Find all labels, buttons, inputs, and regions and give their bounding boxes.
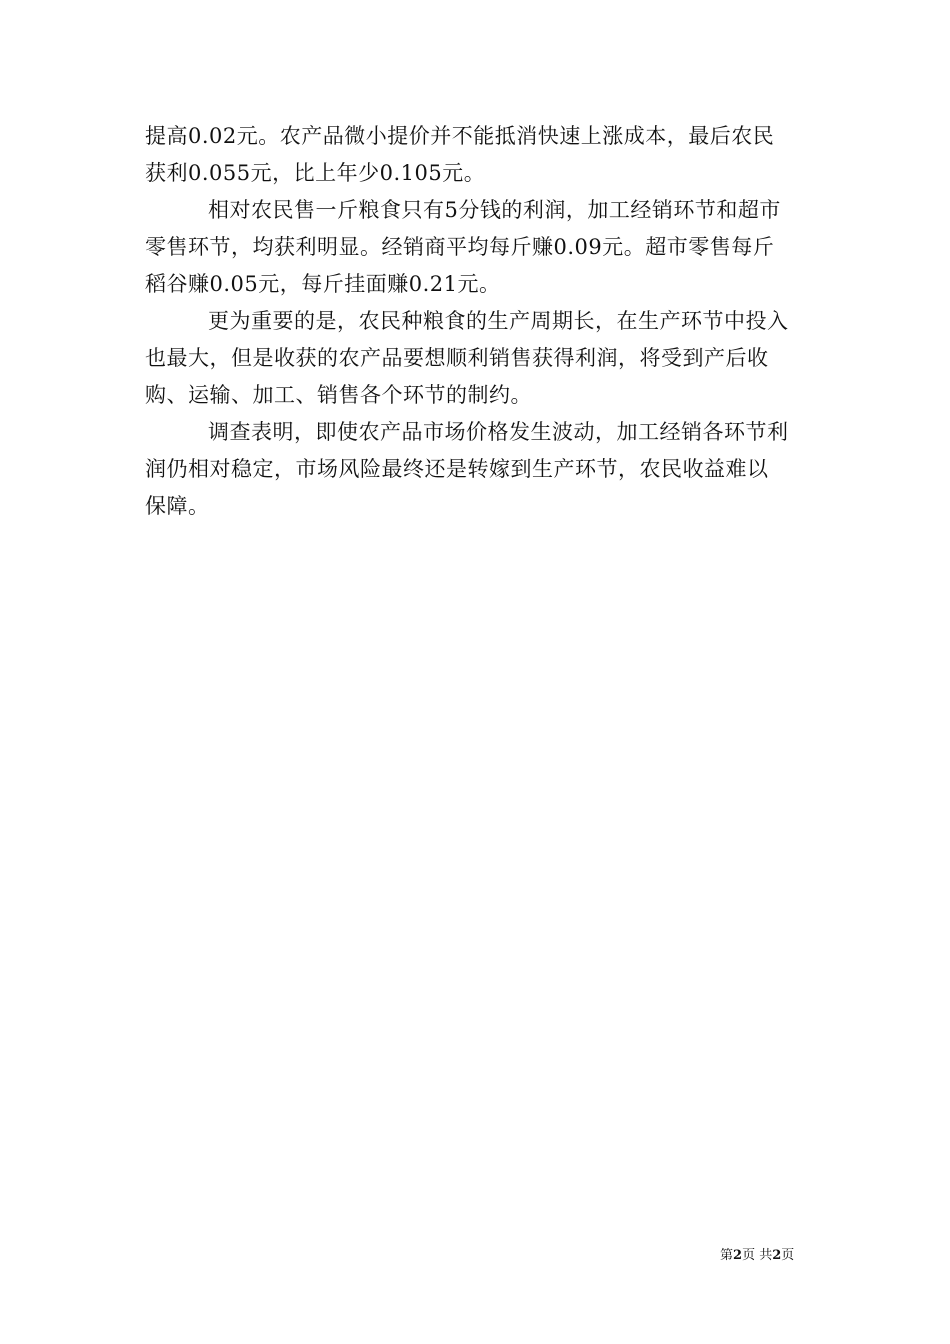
paragraph-line: 调查表明，即使农产品市场价格发生波动，加工经销各环节利 bbox=[208, 420, 789, 444]
paragraph-line: 获利0.055元，比上年少0.105元。 bbox=[145, 161, 486, 185]
paragraph-2 bbox=[145, 192, 807, 303]
paragraph-line: 更为重要的是，农民种粮食的生产周期长，在生产环节中投入 bbox=[208, 309, 789, 333]
paragraph-line: 稻谷赚0.05元，每斤挂面赚0.21元。 bbox=[145, 272, 501, 296]
paragraph-line: 零售环节，均获利明显。经销商平均每斤赚0.09元。超市零售每斤 bbox=[145, 235, 775, 259]
footer-total-pages: 2 bbox=[772, 1248, 782, 1263]
footer-suffix: 页 bbox=[781, 1248, 795, 1263]
paragraph-line: 提高0.02元。农产品微小提价并不能抵消快速上涨成本，最后农民 bbox=[145, 124, 775, 148]
paragraph-4 bbox=[145, 414, 807, 525]
paragraph-line: 润仍相对稳定，市场风险最终还是转嫁到生产环节，农民收益难以 bbox=[145, 457, 769, 481]
paragraph-1 bbox=[145, 118, 807, 192]
paragraph-line: 也最大，但是收获的农产品要想顺利销售获得利润，将受到产后收 bbox=[145, 346, 769, 370]
footer-prefix: 第 bbox=[720, 1248, 734, 1263]
footer-middle: 页 共 bbox=[742, 1248, 773, 1263]
document-body bbox=[145, 118, 807, 525]
paragraph-line: 保障。 bbox=[145, 494, 210, 518]
paragraph-3 bbox=[145, 303, 807, 414]
paragraph-line: 购、运输、加工、销售各个环节的制约。 bbox=[145, 383, 532, 407]
page-footer bbox=[720, 1247, 794, 1265]
paragraph-line: 相对农民售一斤粮食只有5分钱的利润，加工经销环节和超市 bbox=[208, 198, 781, 222]
footer-current-page: 2 bbox=[733, 1248, 743, 1263]
